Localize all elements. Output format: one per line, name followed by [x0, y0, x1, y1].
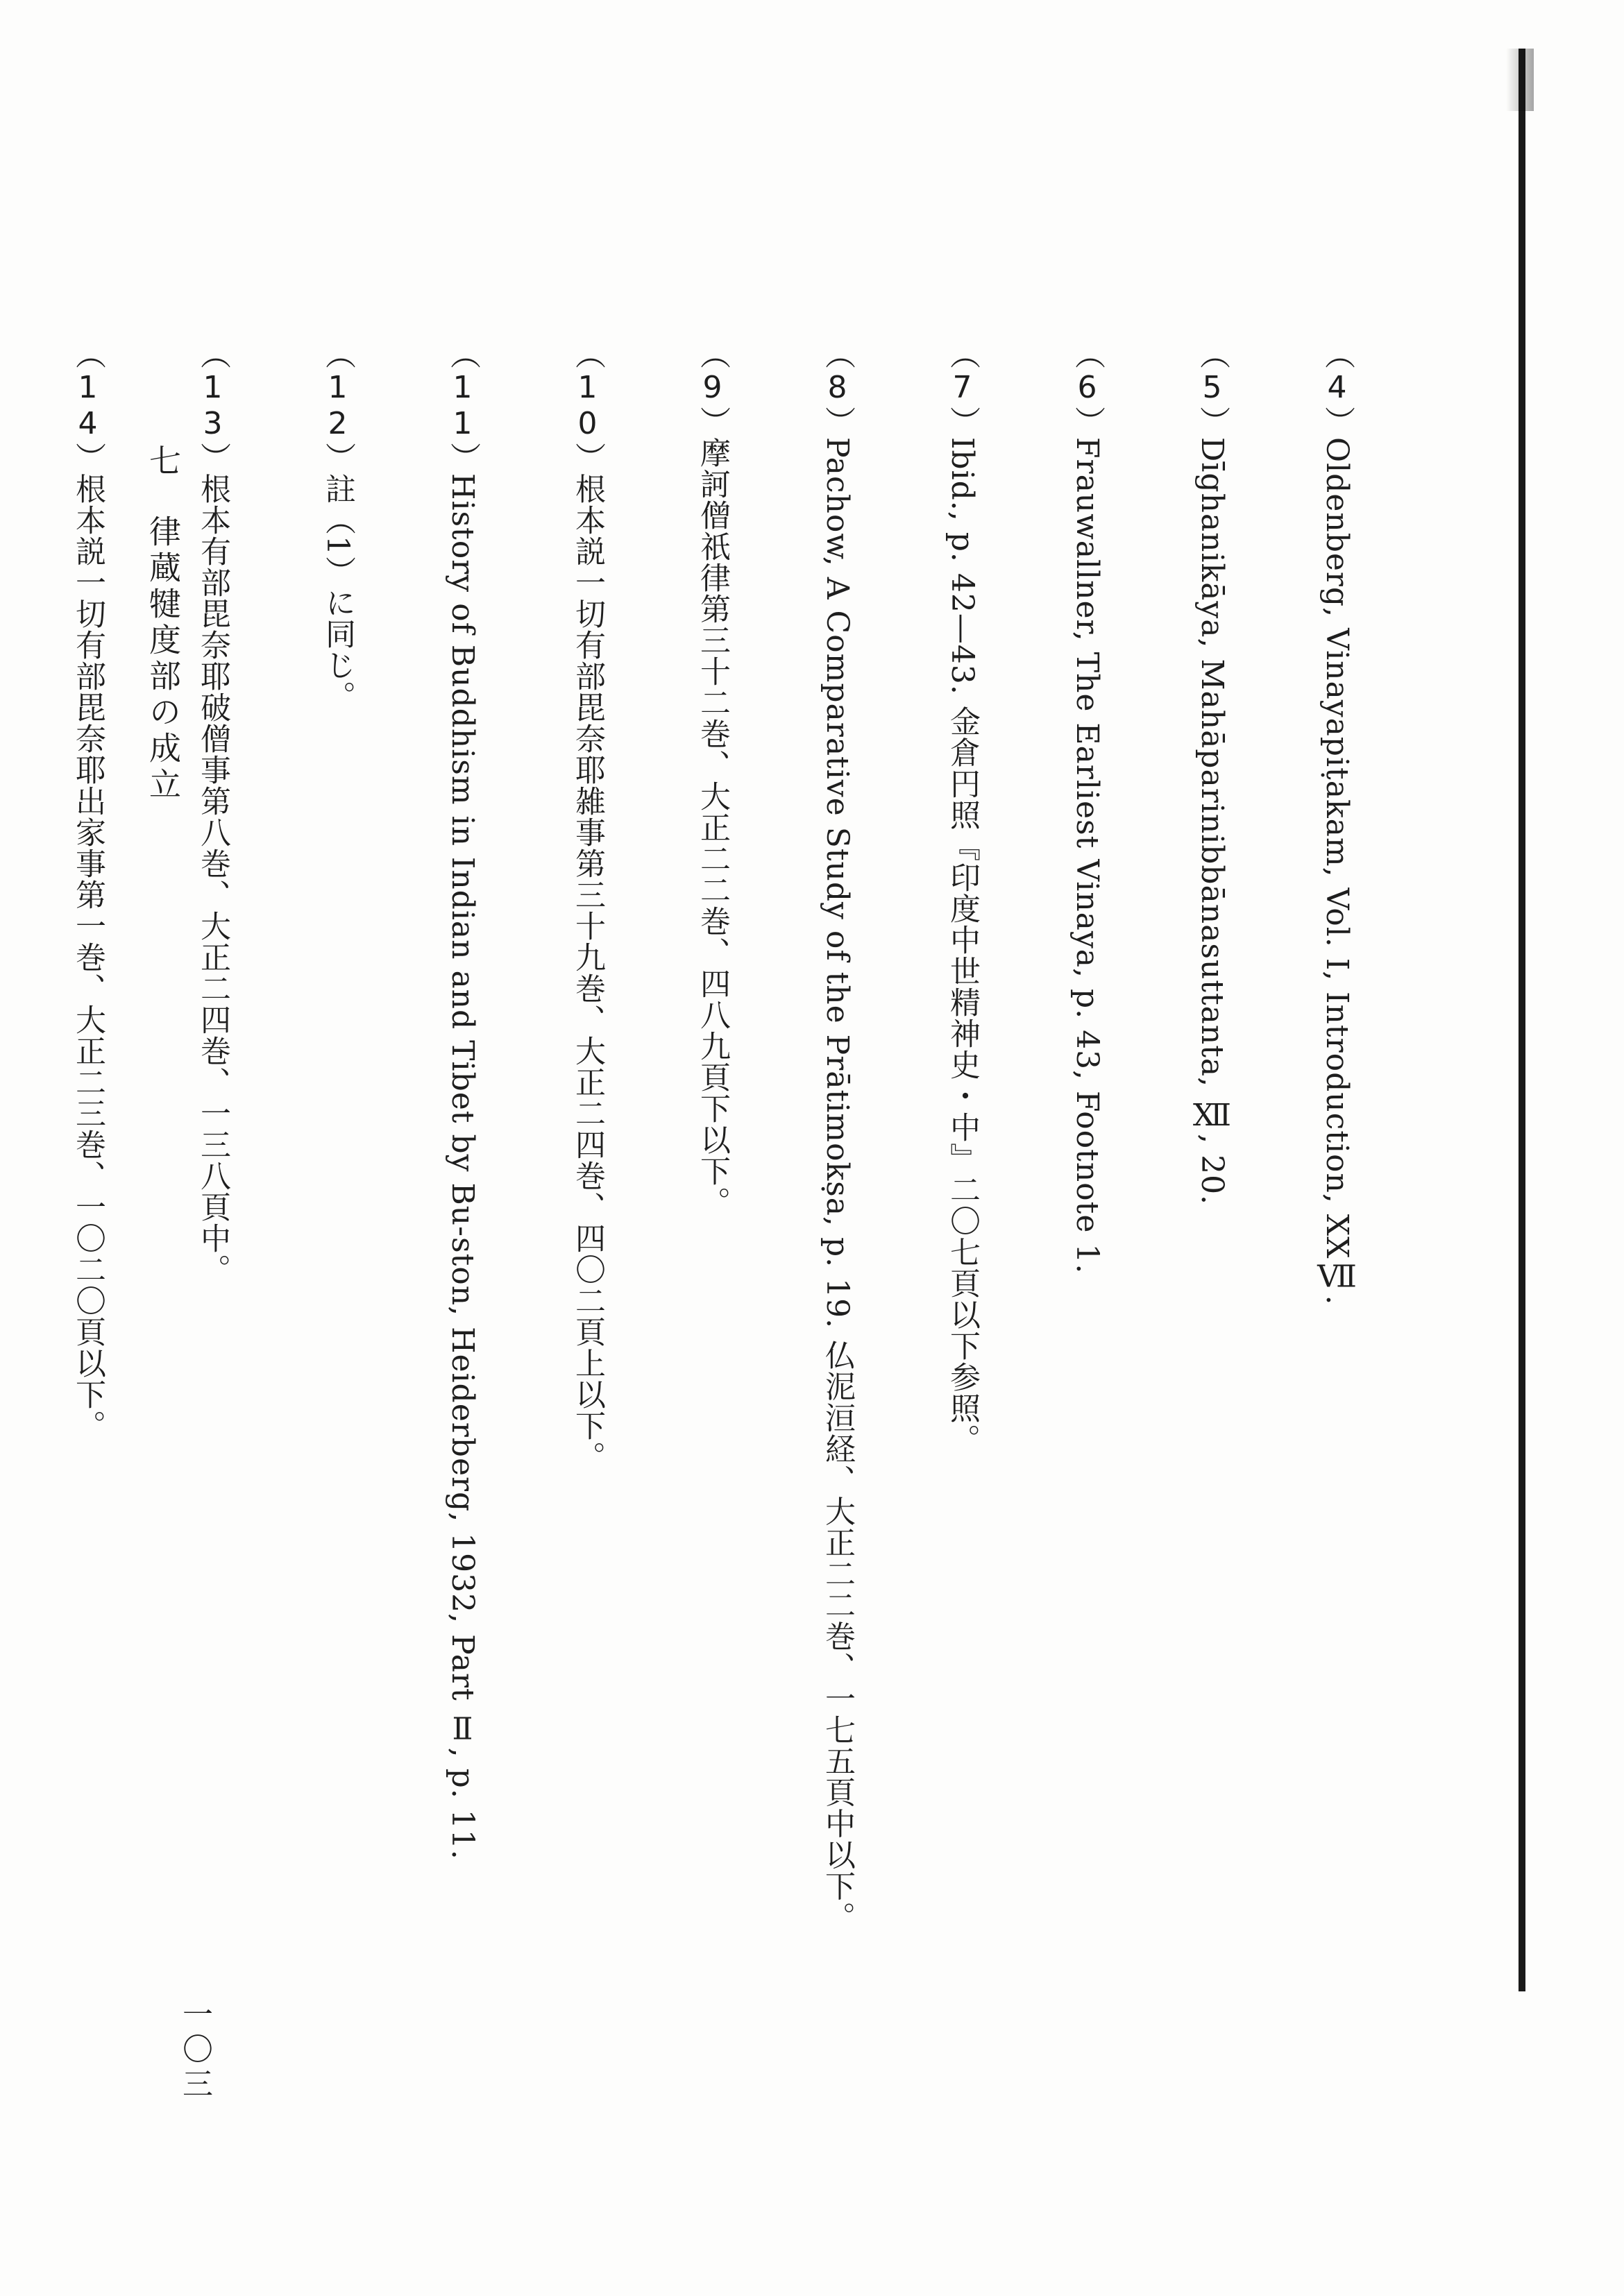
footnote-number: （7） [945, 339, 980, 437]
footnote-number: （10） [570, 339, 605, 473]
footnote-text: Frauwallner, The Earliest Vinaya, p. 43, Footnote 1. [1069, 437, 1105, 1275]
footnote-number: （13） [195, 339, 230, 473]
footnote [368, 339, 493, 2018]
binding-shadow [1506, 49, 1534, 111]
footnote-text: 根本説一切有部毘奈耶出家事第一巻、大正二三巻、一〇二〇頁以下。 [70, 473, 105, 1441]
footnote-number: （14） [70, 339, 105, 473]
footnote-text: 註（1）に同じ。 [320, 473, 355, 712]
footnote [0, 339, 118, 2018]
book-binding-edge [1519, 49, 1525, 1991]
footnote [743, 339, 868, 2018]
footnote-text: Pachow, A Comparative Study of the Prātimokṣa, p. 19. 仏泥洹経、大正二二巻、一七五頁中以下。 [820, 437, 855, 1933]
footnote-number: （12） [320, 339, 355, 473]
footnote [992, 339, 1117, 2018]
footnote [868, 339, 992, 2018]
page-number: 一〇三 [177, 1998, 212, 2102]
footnote-number: （11） [445, 339, 480, 473]
footnote-number: （4） [1319, 339, 1355, 437]
footnote [243, 339, 368, 2018]
footnote [618, 339, 743, 2018]
footnote-number: （6） [1069, 339, 1105, 437]
footnote-number: （5） [1194, 339, 1230, 437]
footnote [493, 339, 618, 2018]
section-heading [142, 444, 184, 803]
footnote-text: 根本説一切有部毘奈耶雑事第三十九巻、大正二四巻、四〇二頁上以下。 [570, 473, 605, 1472]
footnote-number: （8） [820, 339, 855, 437]
footnote [1242, 339, 1367, 2018]
footnote-number: （9） [695, 339, 730, 437]
footnotes-column-block [0, 339, 1367, 2018]
section-number: 七 [144, 444, 182, 480]
footnote-text: Dīghanikāya, Mahāparinibbānasuttanta, Ⅻ, 20. [1194, 437, 1230, 1206]
footnote [1117, 339, 1242, 2018]
footnote-text: Oldenberg, Vinayapiṭakam, Vol. I, Introduction, XXⅦ. [1319, 437, 1355, 1306]
footnote-text: Ibid., p. 42—43. 金倉円照『印度中世精神史・中』二〇七頁以下参照。 [945, 437, 980, 1455]
footnote-text: 根本有部毘奈耶破僧事第八巻、大正二四巻、一三八頁中。 [195, 473, 230, 1285]
footnote-text: History of Buddhism in Indian and Tibet by Bu-ston, Heiderberg, 1932, Part Ⅱ, p. 11. [445, 473, 480, 1860]
section-title-text: 律蔵犍度部の成立 [144, 515, 182, 803]
footnote-text: 摩訶僧祇律第三十二巻、大正二二巻、四八九頁下以下。 [695, 437, 730, 1218]
